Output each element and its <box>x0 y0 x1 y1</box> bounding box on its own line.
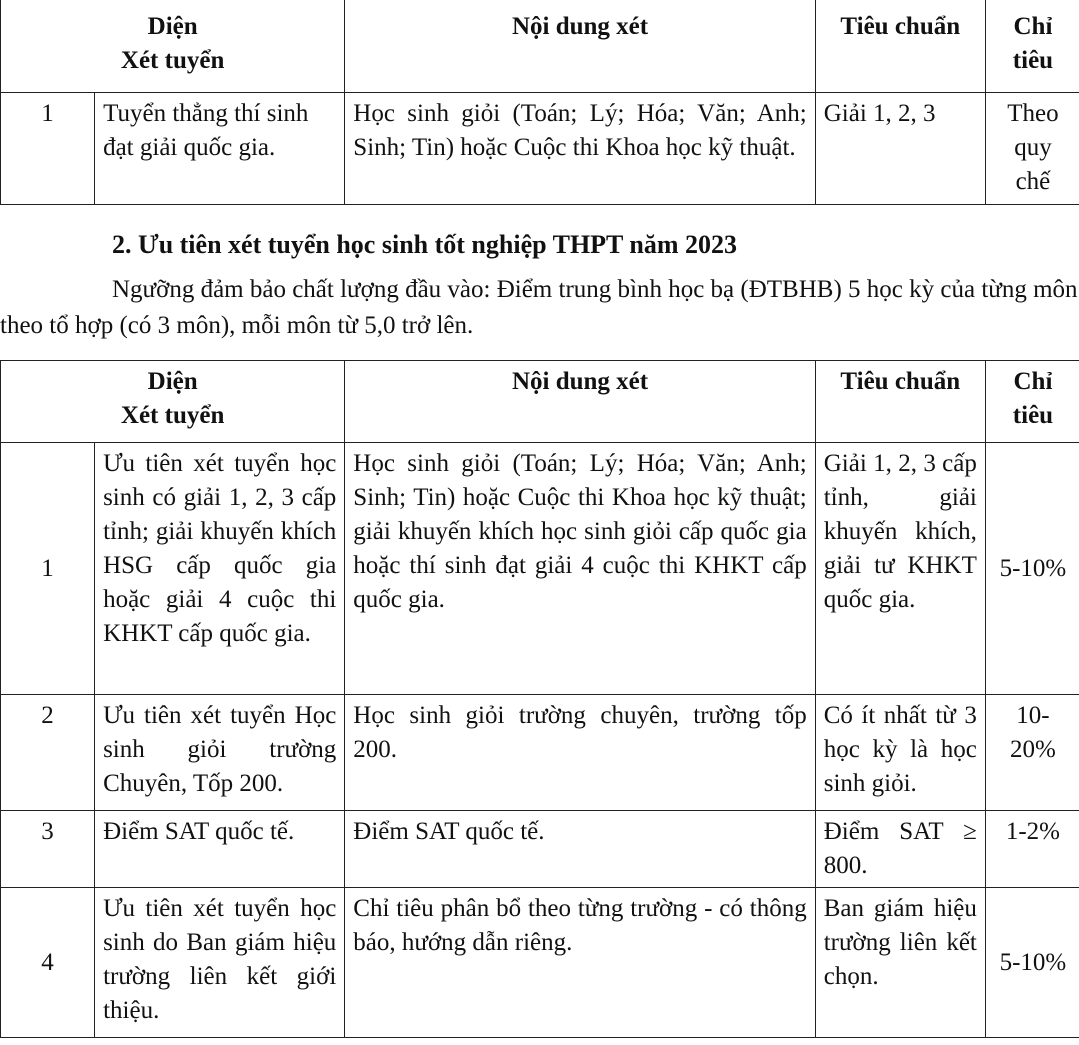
table-row <box>1 811 1079 888</box>
table-row <box>1 695 1079 811</box>
row-tieu-chuan: Điểm SAT ≥ 800. <box>815 811 985 888</box>
row-noi-dung: Học sinh giỏi (Toán; Lý; Hóa; Văn; Anh; Sinh; Tin) hoặc Cuộc thi Khoa học kỹ thuật; giải khuyến khích học sinh giỏi cấp quốc gia hoặc thí sinh đạt giải 4 cuộc thi KHKT cấp quốc gia. <box>345 443 815 695</box>
row-number: 2 <box>1 695 95 811</box>
row-dien: Ưu tiên xét tuyển học sinh do Ban giám hiệu trường liên kết giới thiệu. <box>95 888 345 1038</box>
table-direct-admission <box>0 0 1079 205</box>
row-number: 1 <box>1 443 95 695</box>
header-tieu-chuan: Tiêu chuẩn <box>815 361 985 443</box>
row-tieu-chuan: Giải 1, 2, 3 cấp tỉnh, giải khuyến khích, giải tư KHKT quốc gia. <box>815 443 985 695</box>
table-priority-admission <box>0 360 1079 1038</box>
row-noi-dung: Học sinh giỏi trường chuyên, trường tốp 200. <box>345 695 815 811</box>
row-number: 1 <box>1 92 95 204</box>
row-number: 4 <box>1 888 95 1038</box>
header-dien: Diện Xét tuyển <box>1 361 345 443</box>
row-noi-dung: Học sinh giỏi (Toán; Lý; Hóa; Văn; Anh; Sinh; Tin) hoặc Cuộc thi Khoa học kỹ thuật. <box>345 92 815 204</box>
row-tieu-chuan: Có ít nhất từ 3 học kỳ là học sinh giỏi. <box>815 695 985 811</box>
header-noi-dung: Nội dung xét <box>345 0 815 92</box>
row-dien: Ưu tiên xét tuyển Học sinh giỏi trường Chuyên, Tốp 200. <box>95 695 345 811</box>
row-noi-dung: Chỉ tiêu phân bổ theo từng trường - có thông báo, hướng dẫn riêng. <box>345 888 815 1038</box>
row-dien: Ưu tiên xét tuyển học sinh có giải 1, 2, 3 cấp tỉnh; giải khuyến khích HSG cấp quốc gia hoặc giải 4 cuộc thi KHKT cấp quốc gia. <box>95 443 345 695</box>
header-noi-dung: Nội dung xét <box>345 361 815 443</box>
table-row <box>1 92 1079 204</box>
row-chi-tieu: 5-10% <box>985 443 1079 695</box>
row-chi-tieu: Theo quy chế <box>985 92 1079 204</box>
row-chi-tieu: 1-2% <box>985 811 1079 888</box>
table-header-row <box>1 0 1079 92</box>
row-noi-dung: Điểm SAT quốc tế. <box>345 811 815 888</box>
table-header-row <box>1 361 1079 443</box>
header-chi-tieu: Chỉ tiêu <box>985 361 1079 443</box>
header-tieu-chuan: Tiêu chuẩn <box>815 0 985 92</box>
row-dien: Điểm SAT quốc tế. <box>95 811 345 888</box>
section-heading: 2. Ưu tiên xét tuyển học sinh tốt nghiệp THPT năm 2023 <box>112 230 738 259</box>
section-paragraph: Ngưỡng đảm bảo chất lượng đầu vào: Điểm trung bình học bạ (ĐTBHB) 5 học kỳ của từng môn theo tổ hợp (có 3 môn), mỗi môn từ 5,0 trở lên. <box>0 276 1078 339</box>
header-dien: Diện Xét tuyển <box>1 0 345 92</box>
row-tieu-chuan: Ban giám hiệu trường liên kết chọn. <box>815 888 985 1038</box>
row-chi-tieu: 10-20% <box>985 695 1079 811</box>
table-row <box>1 888 1079 1038</box>
header-chi-tieu: Chỉ tiêu <box>985 0 1079 92</box>
table-row <box>1 443 1079 695</box>
row-tieu-chuan: Giải 1, 2, 3 <box>815 92 985 204</box>
row-dien: Tuyển thẳng thí sinh đạt giải quốc gia. <box>95 92 345 204</box>
row-number: 3 <box>1 811 95 888</box>
row-chi-tieu: 5-10% <box>985 888 1079 1038</box>
